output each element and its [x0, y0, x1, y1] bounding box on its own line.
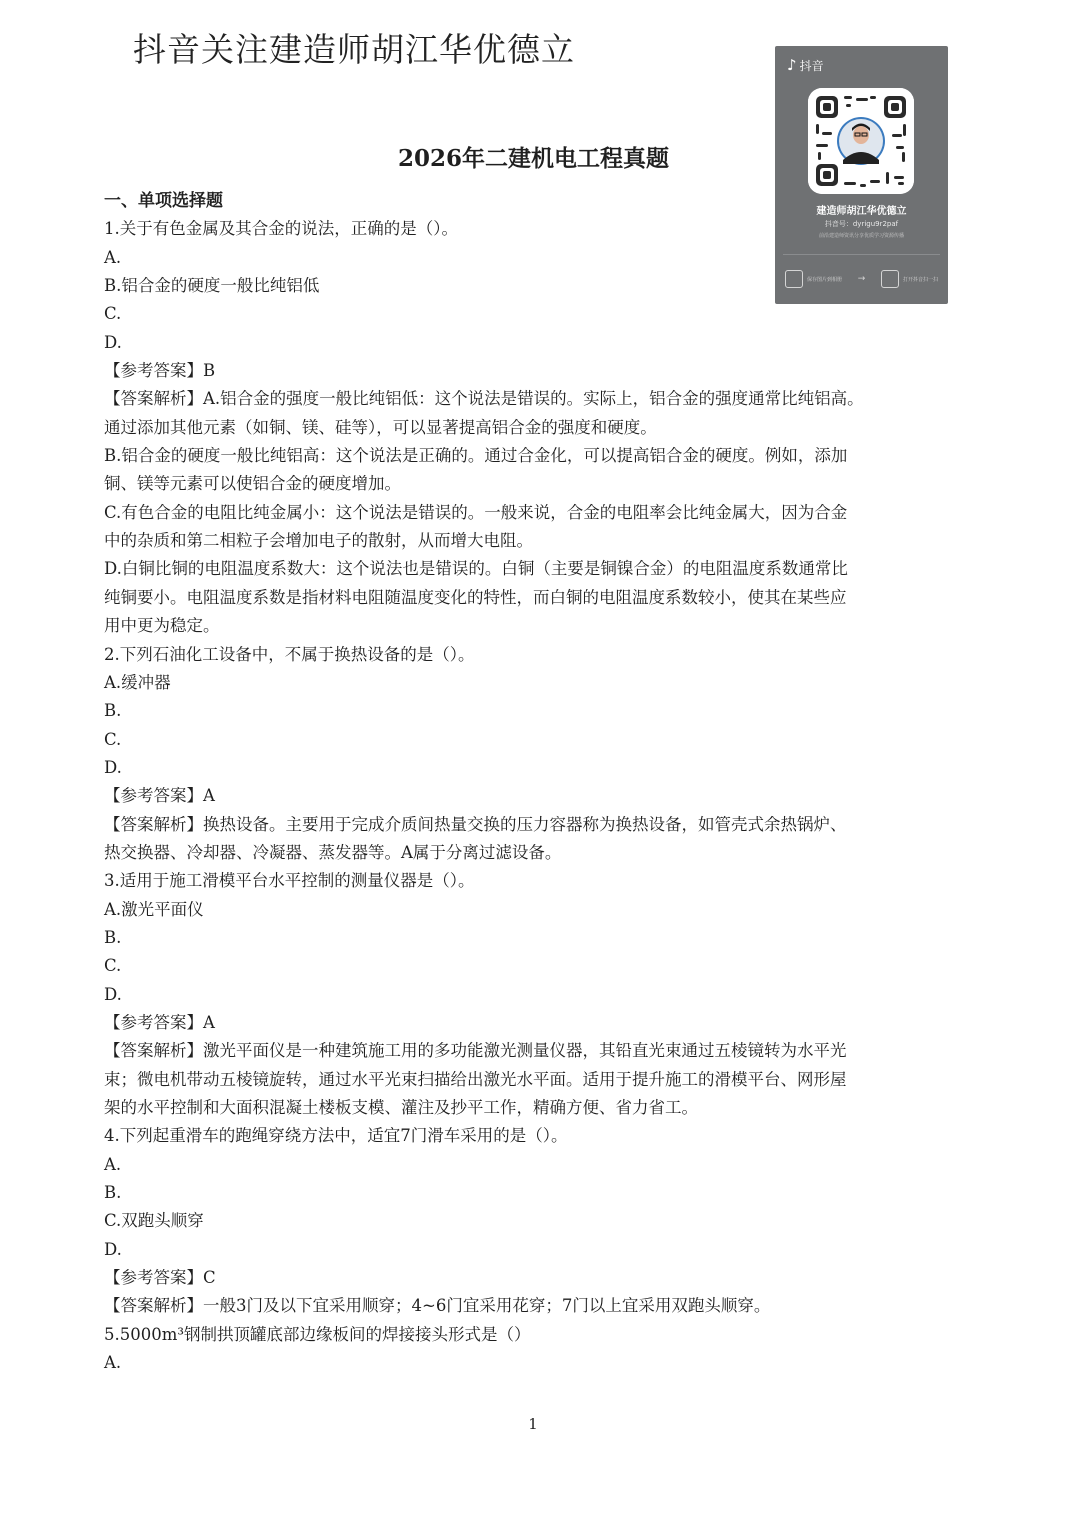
qr-step-save-label: 保存图片到相册	[807, 276, 843, 283]
text-line: D.	[104, 1239, 122, 1259]
text-line: D.白铜比铜的电阻温度系数大：这个说法也是错误的。白铜（主要是铜镍合金）的电阻温度系数通常比	[104, 559, 848, 579]
section-heading: 一、单项选择题	[104, 191, 223, 211]
text-line: D.	[104, 984, 122, 1004]
qr-code-icon	[808, 88, 914, 194]
text-line: 1.关于有色金属及其合金的说法，正确的是（）。	[104, 219, 458, 239]
text-line: 用中更为稳定。	[104, 616, 220, 636]
text-line: 中的杂质和第二相粒子会增加电子的散射，从而增大电阻。	[104, 531, 533, 551]
tiktok-logo-icon: ♪	[787, 56, 797, 74]
text-line: B.	[104, 1183, 122, 1203]
qr-douyin-id: 抖音号：dyrigu9r2paf	[824, 220, 899, 228]
text-line: 5.5000m³钢制拱顶罐底部边缘板间的焊接接头形式是（）	[104, 1324, 531, 1344]
text-line: 【参考答案】A	[104, 786, 215, 806]
text-line: B.	[104, 927, 122, 947]
text-line: B.铝合金的硬度一般比纯铝高：这个说法是正确的。通过合金化，可以提高铝合金的硬度。例如，添加	[104, 446, 848, 466]
text-line: C.	[104, 304, 122, 324]
qr-tagline: 前沿建造师资讯分享优质学习资源传播	[818, 233, 904, 239]
douyin-logo	[787, 56, 824, 74]
text-line: A.	[104, 1154, 122, 1174]
text-line: 4.下列起重滑车的跑绳穿绕方法中，适宜7门滑车采用的是（）。	[104, 1126, 568, 1146]
qr-nickname: 建造师胡江华优德立	[816, 206, 907, 217]
text-line: A.	[104, 247, 122, 267]
text-line: 【答案解析】激光平面仪是一种建筑施工用的多功能激光测量仪器，其铅直光束通过五棱镜转为水平光	[104, 1041, 847, 1061]
page-number: 1	[528, 1415, 538, 1433]
text-line: 【参考答案】C	[104, 1268, 216, 1288]
document-body	[104, 187, 974, 1377]
text-line: C.	[104, 729, 122, 749]
text-line: C.有色合金的电阻比纯金属小：这个说法是错误的。一般来说，合金的电阻率会比纯金属大，因为合金	[104, 502, 848, 522]
text-line: C.双跑头顺穿	[104, 1211, 204, 1231]
text-line: 【参考答案】B	[104, 361, 216, 381]
text-line: 【答案解析】换热设备。主要用于完成介质间热量交换的压力容器称为换热设备，如管壳式余热锅炉、	[104, 814, 847, 834]
text-line: A.	[104, 1353, 122, 1373]
text-line: 纯铜要小。电阻温度系数是指材料电阻随温度变化的特性，而白铜的电阻温度系数较小，使其在某些应	[104, 587, 847, 607]
text-line: 铜、镁等元素可以使铝合金的硬度增加。	[104, 474, 401, 494]
text-line: 【答案解析】一般3门及以下宜采用顺穿；4~6门宜采用花穿；7门以上宜采用双跑头顺穿。	[104, 1296, 771, 1316]
text-line: B.	[104, 701, 122, 721]
text-line: 3.适用于施工滑模平台水平控制的测量仪器是（）。	[104, 871, 475, 891]
text-line: 束；微电机带动五棱镜旋转，通过水平光束扫描给出激光水平面。适用于提升施工的滑模平台、网形屋	[104, 1069, 847, 1089]
text-line: A.激光平面仪	[104, 899, 204, 919]
arrow-right-icon: →	[857, 274, 866, 284]
text-line: C.	[104, 956, 122, 976]
text-line: 2.下列石油化工设备中，不属于换热设备的是（）。	[104, 644, 475, 664]
text-line: 【答案解析】A.铝合金的强度一般比纯铝低：这个说法是错误的。实际上，铝合金的强度通常比纯铝高。	[104, 389, 864, 409]
text-line: D.	[104, 332, 122, 352]
text-line: 热交换器、冷却器、冷凝器、蒸发器等。A属于分离过滤设备。	[104, 842, 562, 862]
app-name: 抖音	[799, 59, 824, 73]
text-line: A.缓冲器	[104, 672, 171, 692]
text-line: 【参考答案】A	[104, 1012, 215, 1032]
text-line: D.	[104, 757, 122, 777]
text-line: B.铝合金的硬度一般比纯铝低	[104, 276, 320, 296]
promo-header: 抖音关注建造师胡江华优德立	[133, 30, 575, 69]
text-line: 架的水平控制和大面积混凝土楼板支模、灌注及抄平工作，精确方便、省力省工。	[104, 1098, 698, 1117]
text-line: 通过添加其他元素（如铜、镁、硅等），可以显著提高铝合金的强度和硬度。	[104, 417, 657, 437]
qr-step-scan-label: 打开抖音扫一扫	[902, 276, 938, 283]
document-title: 2026年二建机电工程真题	[397, 145, 669, 172]
question-lines	[104, 215, 974, 1377]
